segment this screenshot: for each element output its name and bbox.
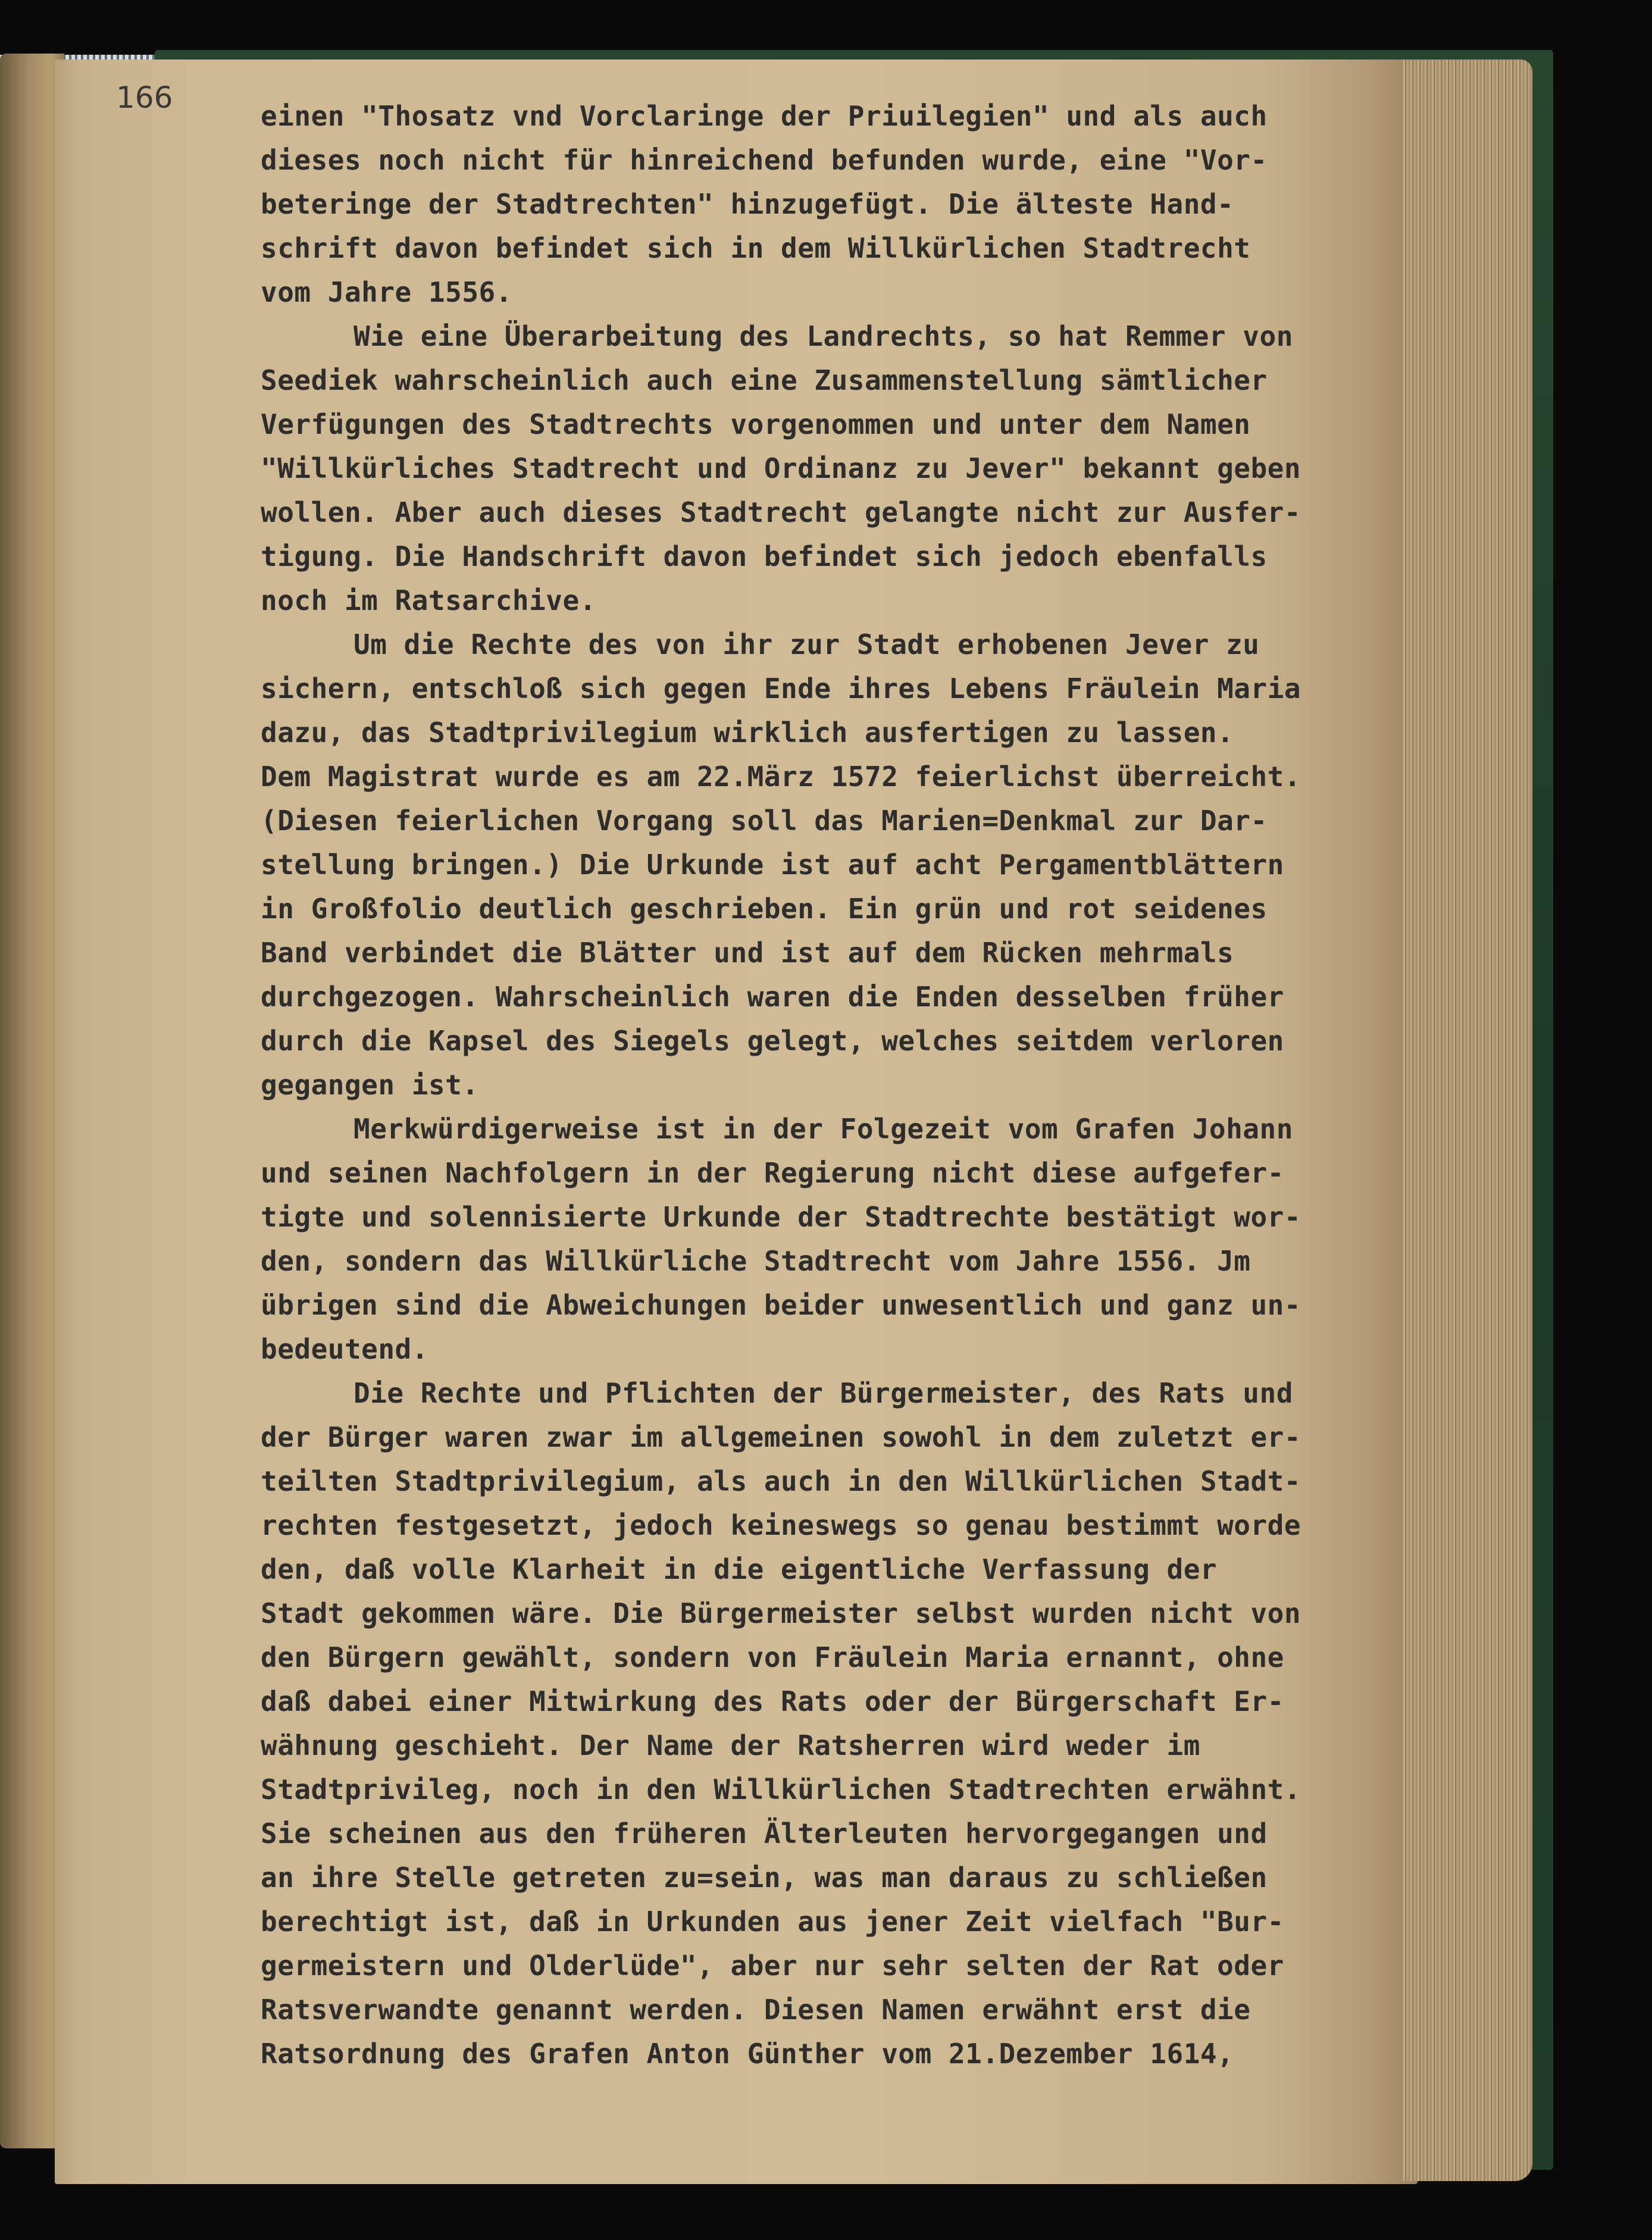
text-line: gegangen ist. [261, 1069, 479, 1101]
text-line: dazu, das Stadtprivilegium wirklich ausfertigen zu lassen. [261, 717, 1234, 749]
text-line: wähnung geschieht. Der Name der Ratsherren wird weder im [261, 1729, 1200, 1762]
page-edges [1401, 60, 1532, 2181]
text-line: den, sondern das Willkürliche Stadtrecht vom Jahre 1556. Jm [261, 1245, 1251, 1277]
paragraph [261, 1107, 1403, 1371]
paragraph [261, 314, 1403, 622]
text-line: an ihre Stelle getreten zu=sein, was man daraus zu schließen [261, 1862, 1268, 1894]
text-line: vom Jahre 1556. [261, 276, 512, 308]
text-line: Wie eine Überarbeitung des Landrechts, so hat Remmer von [353, 320, 1293, 352]
text-line: dieses noch nicht für hinreichend befunden wurde, eine "Vor- [261, 144, 1268, 176]
text-line: rechten festgesetzt, jedoch keineswegs so genau bestimmt worde [261, 1509, 1301, 1541]
text-line: berechtigt ist, daß in Urkunden aus jener Zeit vielfach "Bur- [261, 1906, 1284, 1938]
paragraph [261, 1371, 1403, 2076]
text-line: tigte und solennisierte Urkunde der Stadtrechte bestätigt wor- [261, 1201, 1301, 1233]
text-line: daß dabei einer Mitwirkung des Rats oder der Bürgerschaft Er- [261, 1685, 1284, 1717]
text-line: stellung bringen.) Die Urkunde ist auf acht Pergamentblättern [261, 849, 1284, 881]
text-line: tigung. Die Handschrift davon befindet sich jedoch ebenfalls [261, 540, 1268, 572]
paragraph [261, 94, 1403, 314]
text-line: einen "Thosatz vnd Vorclaringe der Priuilegien" und als auch [261, 100, 1268, 132]
text-line: sichern, entschloß sich gegen Ende ihres Lebens Fräulein Maria [261, 672, 1301, 705]
text-line: Die Rechte und Pflichten der Bürgermeister, des Rats und [353, 1377, 1293, 1409]
text-line: germeistern und Olderlüde", aber nur sehr selten der Rat oder [261, 1950, 1284, 1982]
text-line: beteringe der Stadtrechten" hinzugefügt. Die älteste Hand- [261, 188, 1234, 220]
text-line: Dem Magistrat wurde es am 22.März 1572 feierlichst überreicht. [261, 761, 1301, 793]
text-line: den, daß volle Klarheit in die eigentliche Verfassung der [261, 1553, 1218, 1585]
text-line: "Willkürliches Stadtrecht und Ordinanz zu Jever" bekannt geben [261, 452, 1301, 484]
text-line: und seinen Nachfolgern in der Regierung nicht diese aufgefer- [261, 1157, 1284, 1189]
text-line: Seediek wahrscheinlich auch eine Zusammenstellung sämtlicher [261, 364, 1268, 396]
text-line: noch im Ratsarchive. [261, 584, 596, 617]
text-line: durchgezogen. Wahrscheinlich waren die Enden desselben früher [261, 981, 1284, 1013]
text-line: bedeutend. [261, 1333, 428, 1365]
text-line: übrigen sind die Abweichungen beider unwesentlich und ganz un- [261, 1289, 1301, 1321]
text-line: Sie scheinen aus den früheren Älterleuten hervorgegangen und [261, 1817, 1268, 1850]
text-line: Ratsordnung des Grafen Anton Günther vom 21.Dezember 1614, [261, 2038, 1234, 2070]
text-line: wollen. Aber auch dieses Stadtrecht gelangte nicht zur Ausfer- [261, 496, 1301, 528]
text-line: Ratsverwandte genannt werden. Diesen Namen erwähnt erst die [261, 1994, 1251, 2026]
text-line: teilten Stadtprivilegium, als auch in den Willkürlichen Stadt- [261, 1465, 1301, 1497]
text-line: schrift davon befindet sich in dem Willkürlichen Stadtrecht [261, 232, 1251, 264]
paragraph [261, 622, 1403, 1107]
text-line: der Bürger waren zwar im allgemeinen sowohl in dem zuletzt er- [261, 1421, 1301, 1453]
text-line: Merkwürdigerweise ist in der Folgezeit vom Grafen Johann [353, 1113, 1293, 1145]
text-line: Stadtprivileg, noch in den Willkürlichen Stadtrechten erwähnt. [261, 1773, 1301, 1806]
text-line: durch die Kapsel des Siegels gelegt, welches seitdem verloren [261, 1025, 1284, 1057]
body-text [261, 94, 1403, 2076]
page-number: 166 [116, 80, 173, 115]
text-line: in Großfolio deutlich geschrieben. Ein grün und rot seidenes [261, 893, 1268, 925]
text-line: den Bürgern gewählt, sondern von Fräulein Maria ernannt, ohne [261, 1641, 1284, 1673]
text-line: Stadt gekommen wäre. Die Bürgermeister selbst wurden nicht von [261, 1597, 1301, 1629]
text-line: Um die Rechte des von ihr zur Stadt erhobenen Jever zu [353, 628, 1260, 661]
text-line: Verfügungen des Stadtrechts vorgenommen und unter dem Namen [261, 408, 1251, 440]
text-line: (Diesen feierlichen Vorgang soll das Marien=Denkmal zur Dar- [261, 805, 1268, 837]
text-line: Band verbindet die Blätter und ist auf dem Rücken mehrmals [261, 937, 1234, 969]
